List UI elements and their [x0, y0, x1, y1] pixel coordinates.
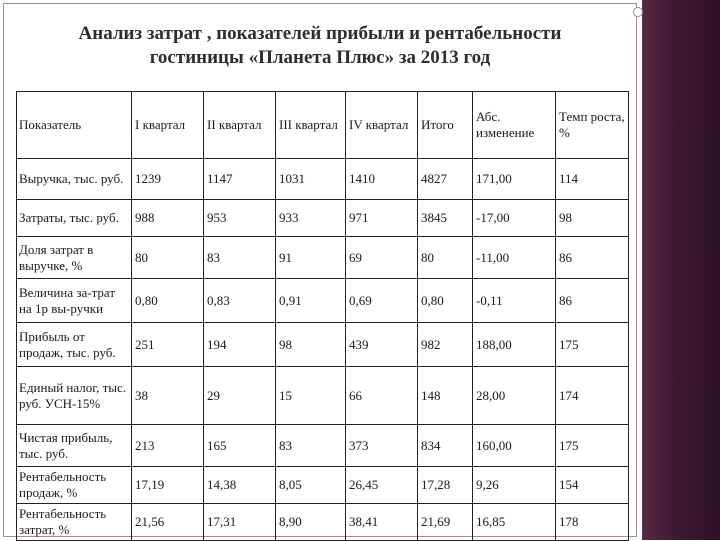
table-cell: 9,26 [473, 467, 556, 504]
row-label: Затраты, тыс. руб. [17, 200, 132, 237]
table-cell: 148 [418, 367, 473, 425]
header-cell: IV квартал [346, 92, 418, 159]
table-cell: 439 [346, 323, 418, 367]
table-cell: 213 [132, 425, 204, 467]
table-cell: 0,69 [346, 279, 418, 323]
row-label: Выручка, тыс. руб. [17, 159, 132, 200]
table-cell: 1410 [346, 159, 418, 200]
table-cell: 28,00 [473, 367, 556, 425]
table-cell: 188,00 [473, 323, 556, 367]
table-cell: 178 [556, 504, 629, 541]
row-label: Единый налог, тыс. руб. УСН-15% [17, 367, 132, 425]
table-cell: 971 [346, 200, 418, 237]
table-cell: 0,83 [204, 279, 276, 323]
side-decor-band [642, 0, 720, 540]
table-row [17, 200, 629, 237]
table-cell: 933 [276, 200, 346, 237]
table-cell: 251 [132, 323, 204, 367]
table-row [17, 367, 629, 425]
table-cell: 21,56 [132, 504, 204, 541]
table-cell: 83 [204, 237, 276, 279]
row-label: Доля затрат в выручке, % [17, 237, 132, 279]
table-cell: 38 [132, 367, 204, 425]
table-cell: 21,69 [418, 504, 473, 541]
table-row [17, 237, 629, 279]
table-row [17, 323, 629, 367]
table-cell: 80 [418, 237, 473, 279]
header-cell: I квартал [132, 92, 204, 159]
table-row [17, 425, 629, 467]
table-cell: 0,80 [418, 279, 473, 323]
table-cell: 80 [132, 237, 204, 279]
table-cell: 14,38 [204, 467, 276, 504]
table-cell: 17,19 [132, 467, 204, 504]
table-cell: 1239 [132, 159, 204, 200]
table-cell: 154 [556, 467, 629, 504]
table-cell: 17,28 [418, 467, 473, 504]
table-cell: 91 [276, 237, 346, 279]
table-cell: 83 [276, 425, 346, 467]
table-cell: 3845 [418, 200, 473, 237]
table-cell: 4827 [418, 159, 473, 200]
row-label: Прибыль от продаж, тыс. руб. [17, 323, 132, 367]
table-cell: 0,91 [276, 279, 346, 323]
table-cell: 114 [556, 159, 629, 200]
row-label: Рентабельность продаж, % [17, 467, 132, 504]
frame-corner-dot [633, 7, 643, 17]
table-cell: -0,11 [473, 279, 556, 323]
table-cell: 66 [346, 367, 418, 425]
table-cell: 38,41 [346, 504, 418, 541]
table-cell: 98 [556, 200, 629, 237]
header-cell: Показатель [17, 92, 132, 159]
table-cell: 165 [204, 425, 276, 467]
table-row [17, 279, 629, 323]
table-cell: 171,00 [473, 159, 556, 200]
page-title [40, 22, 600, 70]
header-cell: Абс. изменение [473, 92, 556, 159]
table-cell: 373 [346, 425, 418, 467]
table-cell: 16,85 [473, 504, 556, 541]
table-cell: 8,90 [276, 504, 346, 541]
row-label: Чистая прибыль, тыс. руб. [17, 425, 132, 467]
header-cell: Темп роста, % [556, 92, 629, 159]
table-cell: 175 [556, 323, 629, 367]
table-cell: 834 [418, 425, 473, 467]
header-cell: III квартал [276, 92, 346, 159]
table-cell: 0,80 [132, 279, 204, 323]
header-cell: II квартал [204, 92, 276, 159]
title-line-1: Анализ затрат , показателей прибыли и рентабельности [78, 23, 562, 44]
table-cell: 160,00 [473, 425, 556, 467]
table-cell: 8,05 [276, 467, 346, 504]
table-cell: 17,31 [204, 504, 276, 541]
title-line-2: гостиницы «Планета Плюс» за 2013 год [149, 47, 491, 68]
table-cell: -11,00 [473, 237, 556, 279]
table-cell: 15 [276, 367, 346, 425]
table-cell: 1147 [204, 159, 276, 200]
table-cell: 1031 [276, 159, 346, 200]
table-header-row [17, 92, 629, 159]
row-label: Величина за-трат на 1р вы-ручки [17, 279, 132, 323]
table-cell: 86 [556, 237, 629, 279]
table-cell: 194 [204, 323, 276, 367]
table-cell: 29 [204, 367, 276, 425]
table-cell: 174 [556, 367, 629, 425]
header-cell: Итого [418, 92, 473, 159]
table-cell: -17,00 [473, 200, 556, 237]
table-cell: 69 [346, 237, 418, 279]
row-label: Рентабельность затрат, % [17, 504, 132, 541]
table-row [17, 504, 629, 541]
table-cell: 953 [204, 200, 276, 237]
table-cell: 982 [418, 323, 473, 367]
table-cell: 26,45 [346, 467, 418, 504]
table-cell: 86 [556, 279, 629, 323]
table-row [17, 159, 629, 200]
table-row [17, 467, 629, 504]
indicators-table [16, 91, 629, 541]
table-cell: 175 [556, 425, 629, 467]
table-cell: 98 [276, 323, 346, 367]
table-cell: 988 [132, 200, 204, 237]
